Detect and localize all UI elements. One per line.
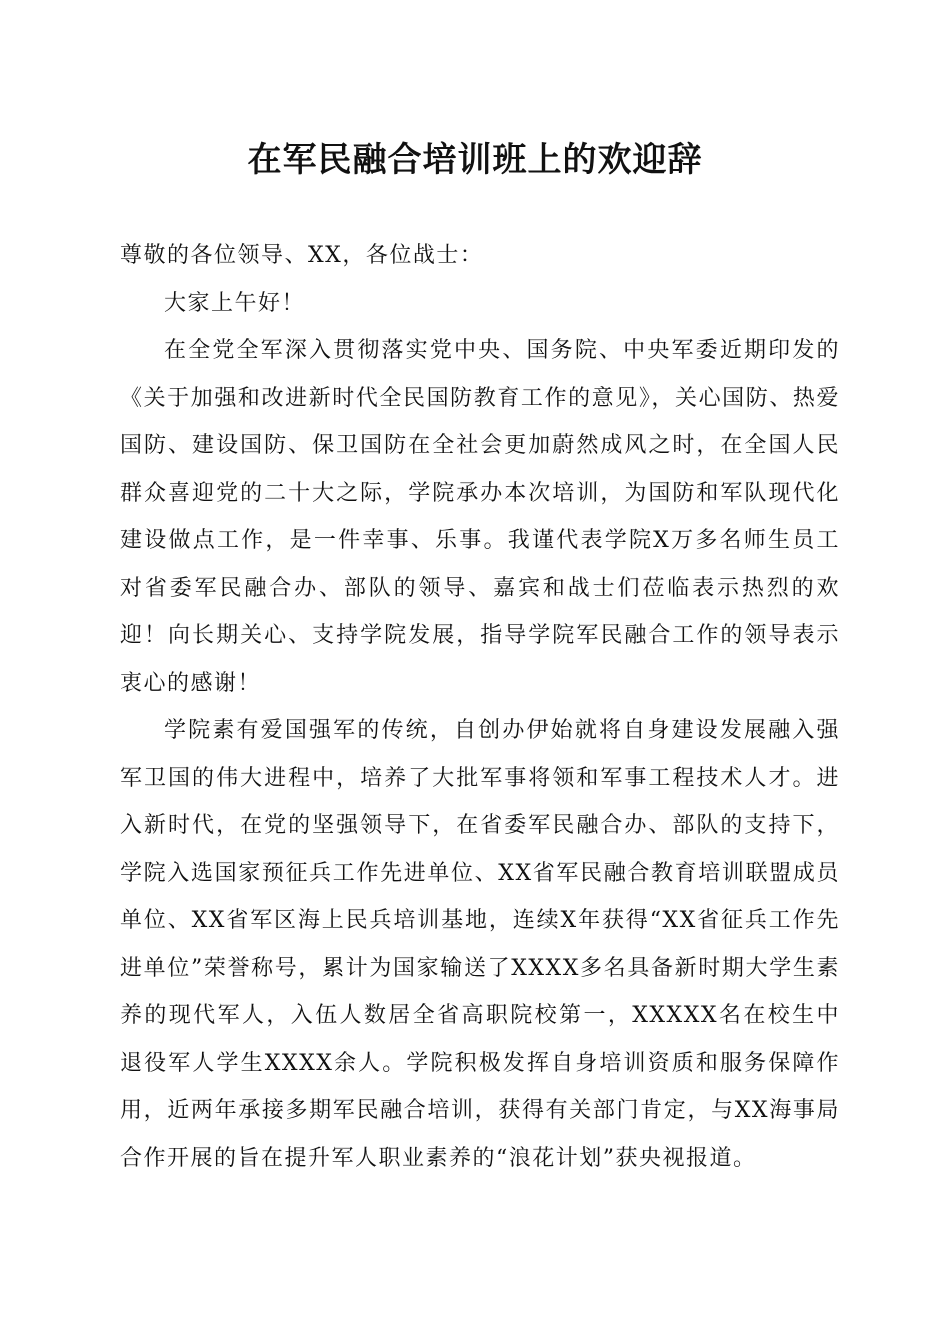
paragraph-1: 在全党全军深入贯彻落实党中央、国务院、中央军委近期印发的《关于加强和改进新时代全民国防教育工作的意见》，关心国防、热爱国防、建设国防、保卫国防在全社会更加蔚然成风之时，在全国人民群众喜迎党的二十大之际，学院承办本次培训，为国防和军队现代化建设做点工作，是一件幸事、乐事。我谨代表学院X万多名师生员工对省委军民融合办、部队的领导、嘉宾和战士们莅临表示热烈的欢迎！向长期关心、支持学院发展，指导学院军民融合工作的领导表示衷心的感谢！ — [120, 338, 840, 696]
paragraph-2: 学院素有爱国强军的传统，自创办伊始就将自身建设发展融入强军卫国的伟大进程中，培养了大批军事将领和军事工程技术人才。进入新时代，在党的坚强领导下，在省委军民融合办、部队的支持下，学院入选国家预征兵工作先进单位、XX省军民融合教育培训联盟成员单位、XX省军区海上民兵培训基地，连续X年获得“XX省征兵工作先进单位”荣誉称号，累计为国家输送了XXXX多名具备新时期大学生素养的现代军人，入伍人数居全省高职院校第一，XXXXX名在校生中退役军人学生XXXX余人。学院积极发挥自身培训资质和服务保障作用，近两年承接多期军民融合培训，获得有关部门肯定，与XX海事局合作开展的旨在提升军人职业素养的“浪花计划”获央视报道。 — [120, 718, 841, 1171]
greeting: 大家上午好！ — [164, 290, 306, 316]
salutation: 尊敬的各位领导、XX，各位战士： — [120, 243, 484, 268]
document-title: 在军民融合培训班上的欢迎辞 — [247, 140, 703, 180]
document-body — [120, 232, 840, 1182]
